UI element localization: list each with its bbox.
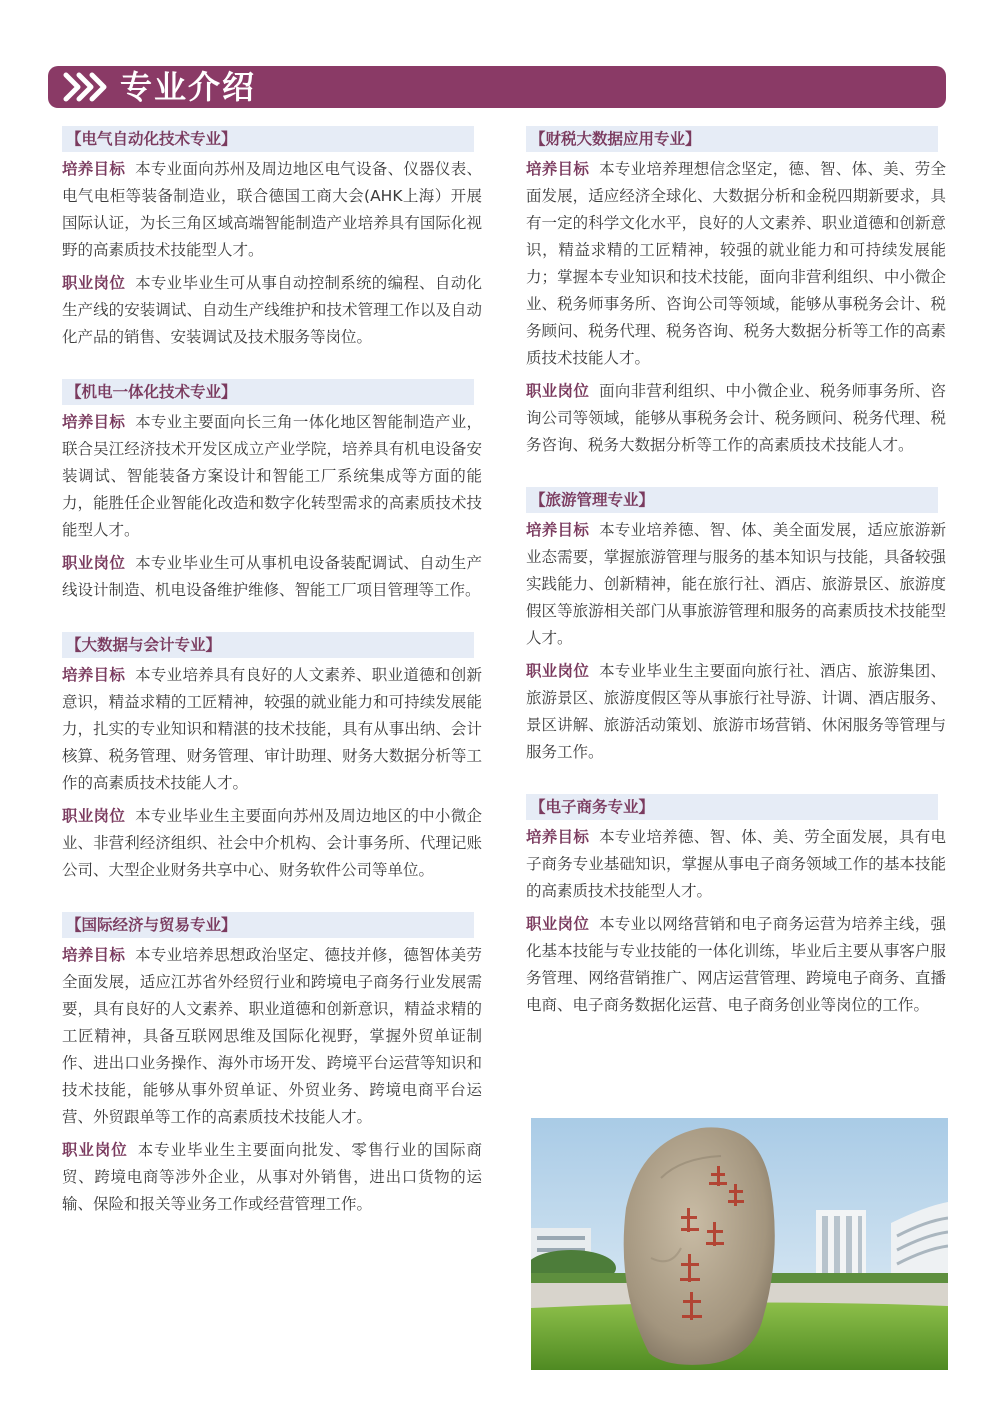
post-label: 职业岗位 [526, 662, 590, 680]
section-title: 【机电一体化技术专业】 [62, 379, 474, 405]
section-goal [62, 662, 482, 797]
right-column [526, 126, 946, 1025]
goal-label: 培养目标 [526, 160, 590, 178]
section-goal [526, 824, 946, 905]
goal-label: 培养目标 [62, 413, 126, 431]
section-post [526, 658, 946, 766]
post-label: 职业岗位 [526, 382, 590, 400]
section-tourism-management [526, 487, 946, 766]
section-post [62, 270, 482, 351]
post-label: 职业岗位 [62, 807, 126, 825]
section-tax-big-data [526, 126, 946, 459]
section-goal [62, 409, 482, 544]
section-post [526, 911, 946, 1019]
section-post [526, 378, 946, 459]
goal-label: 培养目标 [62, 666, 126, 684]
campus-stone-photo [531, 1118, 948, 1370]
post-text: 本专业毕业生可从事机电设备装配调试、自动生产线设计制造、机电设备维护维修、智能工厂项目管理等工作。 [62, 554, 482, 599]
goal-label: 培养目标 [526, 828, 590, 846]
section-goal [62, 156, 482, 264]
section-title: 【大数据与会计专业】 [62, 632, 474, 658]
section-electrical-automation [62, 126, 482, 351]
post-label: 职业岗位 [526, 915, 590, 933]
section-e-commerce [526, 794, 946, 1019]
section-international-trade [62, 912, 482, 1218]
goal-label: 培养目标 [62, 946, 126, 964]
goal-text: 本专业培养德、智、体、美、劳全面发展，具有电子商务专业基础知识，掌握从事电子商务领域工作的基本技能的高素质技术技能型人才。 [526, 828, 946, 900]
goal-label: 培养目标 [526, 521, 590, 539]
left-column [62, 126, 482, 1224]
section-title: 【财税大数据应用专业】 [526, 126, 938, 152]
post-label: 职业岗位 [62, 274, 126, 292]
page-banner [48, 66, 946, 108]
post-text: 本专业毕业生主要面向苏州及周边地区的中小微企业、非营利经济组织、社会中介机构、会计事务所、代理记账公司、大型企业财务共享中心、财务软件公司等单位。 [62, 807, 482, 879]
section-post [62, 1137, 482, 1218]
section-mechatronics [62, 379, 482, 604]
post-label: 职业岗位 [62, 554, 126, 572]
goal-label: 培养目标 [62, 160, 126, 178]
double-chevron-right-icon [62, 72, 108, 102]
section-goal [62, 942, 482, 1131]
section-title: 【国际经济与贸易专业】 [62, 912, 474, 938]
section-goal [526, 156, 946, 372]
section-title: 【电子商务专业】 [526, 794, 938, 820]
post-text: 本专业毕业生主要面向旅行社、酒店、旅游集团、旅游景区、旅游度假区等从事旅行社导游、计调、酒店服务、景区讲解、旅游活动策划、旅游市场营销、休闲服务等管理与服务工作。 [526, 662, 946, 761]
section-big-data-accounting [62, 632, 482, 884]
post-text: 本专业以网络营销和电子商务运营为培养主线，强化基本技能与专业技能的一体化训练，毕业后主要从事客户服务管理、网络营销推广、网店运营管理、跨境电子商务、直播电商、电子商务数据化运营、电子商务创业等岗位的工作。 [526, 915, 946, 1014]
goal-text: 本专业主要面向长三角一体化地区智能制造产业，联合吴江经济技术开发区成立产业学院，培养具有机电设备安装调试、智能装备方案设计和智能工厂系统集成等方面的能力，能胜任企业智能化改造和数字化转型需求的高素质技术技能型人才。 [62, 413, 482, 539]
post-label: 职业岗位 [62, 1141, 128, 1159]
section-post [62, 803, 482, 884]
goal-text: 本专业培养德、智、体、美全面发展，适应旅游新业态需要，掌握旅游管理与服务的基本知识与技能，具备较强实践能力、创新精神，能在旅行社、酒店、旅游景区、旅游度假区等旅游相关部门从事旅游管理和服务的高素质技术技能型人才。 [526, 521, 946, 647]
section-title: 【电气自动化技术专业】 [62, 126, 474, 152]
section-title: 【旅游管理专业】 [526, 487, 938, 513]
post-text: 本专业毕业生可从事自动控制系统的编程、自动化生产线的安装调试、自动生产线维护和技术管理工作以及自动化产品的销售、安装调试及技术服务等岗位。 [62, 274, 482, 346]
page-title: 专业介绍 [120, 68, 257, 106]
goal-text: 本专业培养思想政治坚定、德技并修，德智体美劳全面发展，适应江苏省外经贸行业和跨境电子商务行业发展需要，具有良好的人文素养、职业道德和创新意识，精益求精的工匠精神，具备互联网思维及国际化视野，掌握外贸单证制作、进出口业务操作、海外市场开发、跨境平台运营等知识和技术技能，能够从事外贸单证、外贸业务、跨境电商平台运营、外贸跟单等工作的高素质技术技能人才。 [62, 946, 482, 1126]
goal-text: 本专业培养具有良好的人文素养、职业道德和创新意识，精益求精的工匠精神，较强的就业能力和可持续发展能力，扎实的专业知识和精湛的技术技能，具有从事出纳、会计核算、税务管理、财务管理、审计助理、财务大数据分析等工作的高素质技术技能人才。 [62, 666, 482, 792]
goal-text: 本专业培养理想信念坚定，德、智、体、美、劳全面发展，适应经济全球化、大数据分析和金税四期新要求，具有一定的科学文化水平，良好的人文素养、职业道德和创新意识，精益求精的工匠精神，较强的就业能力和可持续发展能力；掌握本专业知识和技术技能，面向非营利组织、中小微企业、税务师事务所、咨询公司等领域，能够从事税务会计、税务顾问、税务代理、税务咨询、税务大数据分析等工作的高素质技术技能人才。 [526, 160, 946, 367]
section-post [62, 550, 482, 604]
post-text: 面向非营利组织、中小微企业、税务师事务所、咨询公司等领域，能够从事税务会计、税务顾问、税务代理、税务咨询、税务大数据分析等工作的高素质技术技能人才。 [526, 382, 946, 454]
section-goal [526, 517, 946, 652]
goal-text: 本专业面向苏州及周边地区电气设备、仪器仪表、电气电柜等装备制造业，联合德国工商大会(AHK上海）开展国际认证，为长三角区域高端智能制造产业培养具有国际化视野的高素质技术技能型人才。 [62, 160, 482, 259]
post-text: 本专业毕业生主要面向批发、零售行业的国际商贸、跨境电商等涉外企业，从事对外销售，进出口货物的运输、保险和报关等业务工作或经营管理工作。 [62, 1141, 482, 1213]
